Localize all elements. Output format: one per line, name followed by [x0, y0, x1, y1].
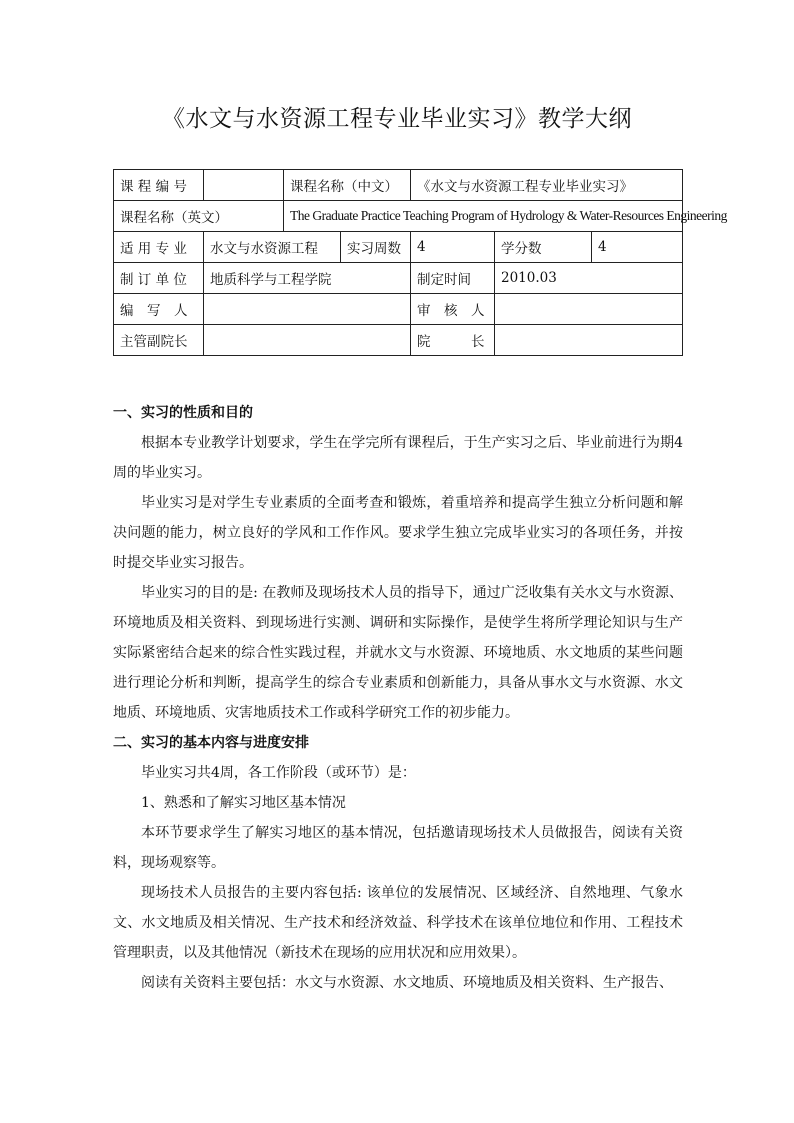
course-no-value: [204, 170, 284, 201]
date-label: 制定时间: [411, 263, 495, 294]
course-no-label: 课 程 编 号: [114, 170, 204, 201]
reviewer-value: [495, 294, 683, 325]
paragraph: 根据本专业教学计划要求，学生在学完所有课程后，于生产实习之后、毕业前进行为期4周的毕业实习。: [113, 435, 683, 481]
major-label: 适 用 专 业: [114, 232, 204, 263]
section-heading: 二、实习的基本内容与进度安排: [113, 735, 309, 751]
paragraph: 阅读有关资料主要包括：水文与水资源、水文地质、环境地质及相关资料、生产报告、: [141, 975, 673, 991]
writer-value: [204, 294, 411, 325]
credits-value: 4: [592, 232, 683, 263]
vice-dean-label: 主管副院长: [114, 325, 204, 356]
reviewer-label: 审 核 人: [411, 294, 495, 325]
weeks-label: 实习周数: [341, 232, 411, 263]
dean-label: 院 长: [411, 325, 495, 356]
table-row: [114, 263, 683, 294]
paragraph: 毕业实习是对学生专业素质的全面考查和锻炼，着重培养和提高学生独立分析问题和解决问题的能力，树立良好的学风和工作作风。要求学生独立完成毕业实习的各项任务，并按时提交毕业实习报告。: [113, 495, 683, 571]
page-title: 《水文与水资源工程专业毕业实习》教学大纲: [162, 106, 632, 132]
course-name-cn-label: 课程名称（中文）: [284, 170, 411, 201]
weeks-value: 4: [411, 232, 495, 263]
section-heading: 一、实习的性质和目的: [113, 405, 253, 421]
course-name-en-value: The Graduate Practice Teaching Program of Hydrology & Water-Resources Engineering: [284, 201, 683, 232]
vice-dean-value: [204, 325, 411, 356]
paragraph: 现场技术人员报告的主要内容包括: 该单位的发展情况、区域经济、自然地理、气象水文、水文地质及相关情况、生产技术和经济效益、科学技术在该单位地位和作用、工程技术管理职责，以及其他情况（新技术在现场的应用状况和应用效果）。: [113, 885, 683, 961]
unit-label: 制 订 单 位: [114, 263, 204, 294]
list-item: 1、熟悉和了解实习地区基本情况: [141, 795, 346, 811]
paragraph: 毕业实习共4周，各工作阶段（或环节）是：: [141, 765, 416, 781]
table-row: [114, 201, 683, 232]
paragraph: 本环节要求学生了解实习地区的基本情况，包括邀请现场技术人员做报告，阅读有关资料，现场观察等。: [113, 825, 683, 871]
dean-value: [495, 325, 683, 356]
course-name-cn-value: 《水文与水资源工程专业毕业实习》: [411, 170, 683, 201]
date-value: 2010.03: [495, 263, 683, 294]
credits-label: 学分数: [495, 232, 592, 263]
table-row: [114, 325, 683, 356]
table-row: [114, 170, 683, 201]
course-info-table: [113, 169, 727, 356]
major-value: 水文与水资源工程: [204, 232, 341, 263]
writer-label: 编 写 人: [114, 294, 204, 325]
course-name-en-label: 课程名称（英文）: [114, 201, 284, 232]
unit-value: 地质科学与工程学院: [204, 263, 411, 294]
table-row: [114, 232, 683, 263]
paragraph: 毕业实习的目的是: 在教师及现场技术人员的指导下，通过广泛收集有关水文与水资源、环境地质及相关资料、到现场进行实测、调研和实际操作，是使学生将所学理论知识与生产实际紧密结合起来的综合性实践过程，并就水文与水资源、环境地质、水文地质的某些问题进行理论分析和判断，提高学生的综合专业素质和创新能力，具备从事水文与水资源、水文地质、环境地质、灾害地质技术工作或科学研究工作的初步能力。: [113, 585, 683, 721]
document-body: [113, 398, 683, 998]
table-row: [114, 294, 683, 325]
